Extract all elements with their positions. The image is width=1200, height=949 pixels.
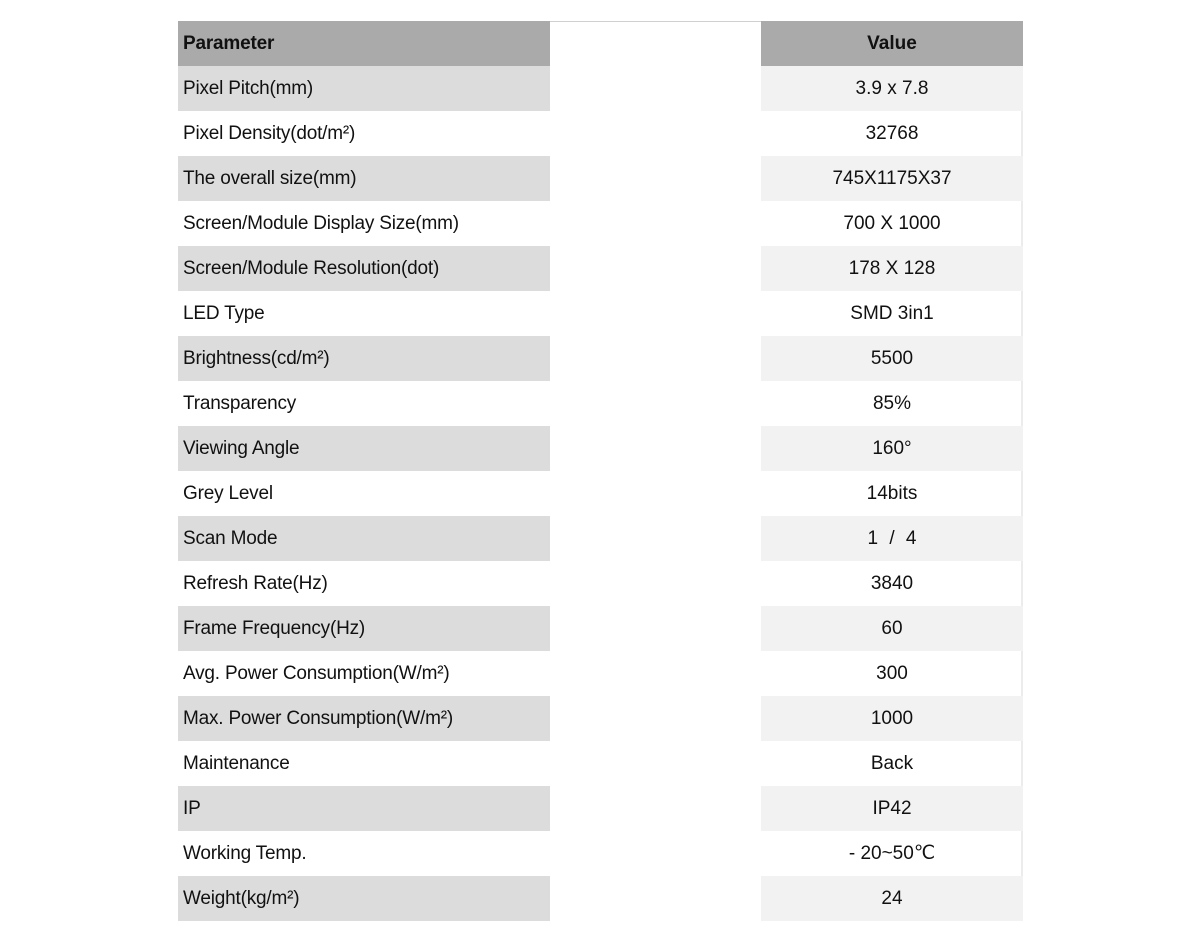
row-parameter: Avg. Power Consumption(W/m²) (178, 651, 550, 696)
table-row (178, 786, 1023, 831)
row-parameter: Pixel Density(dot/m²) (178, 111, 550, 156)
row-parameter: Screen/Module Display Size(mm) (178, 201, 550, 246)
row-parameter: Viewing Angle (178, 426, 550, 471)
row-parameter: IP (178, 786, 550, 831)
row-parameter: Working Temp. (178, 831, 550, 876)
table-row (178, 381, 1023, 426)
row-value: 1 / 4 (761, 516, 1023, 561)
row-parameter: Scan Mode (178, 516, 550, 561)
table-row (178, 156, 1023, 201)
header-value: Value (761, 21, 1023, 66)
row-value: 300 (761, 651, 1023, 696)
row-parameter: Weight(kg/m²) (178, 876, 550, 921)
spec-table (178, 21, 1023, 921)
table-row (178, 201, 1023, 246)
row-parameter: Pixel Pitch(mm) (178, 66, 550, 111)
table-row (178, 741, 1023, 786)
table-row (178, 831, 1023, 876)
row-value: 3840 (761, 561, 1023, 606)
row-value: 745X1175X37 (761, 156, 1023, 201)
table-row (178, 606, 1023, 651)
row-value: 1000 (761, 696, 1023, 741)
row-value: - 20~50℃ (761, 831, 1023, 876)
table-header-row (178, 21, 1023, 66)
table-row (178, 291, 1023, 336)
row-value: Back (761, 741, 1023, 786)
row-parameter: Max. Power Consumption(W/m²) (178, 696, 550, 741)
row-value: 178 X 128 (761, 246, 1023, 291)
row-value: 700 X 1000 (761, 201, 1023, 246)
table-row (178, 561, 1023, 606)
table-row (178, 336, 1023, 381)
row-value: 14bits (761, 471, 1023, 516)
table-row (178, 876, 1023, 921)
row-parameter: Frame Frequency(Hz) (178, 606, 550, 651)
table-row (178, 516, 1023, 561)
table-row (178, 651, 1023, 696)
row-parameter: The overall size(mm) (178, 156, 550, 201)
row-value: 24 (761, 876, 1023, 921)
row-parameter: LED Type (178, 291, 550, 336)
row-parameter: Refresh Rate(Hz) (178, 561, 550, 606)
row-parameter: Grey Level (178, 471, 550, 516)
table-row (178, 111, 1023, 156)
row-parameter: Transparency (178, 381, 550, 426)
table-row (178, 471, 1023, 516)
header-parameter: Parameter (178, 21, 550, 66)
row-value: IP42 (761, 786, 1023, 831)
row-value: SMD 3in1 (761, 291, 1023, 336)
table-row (178, 66, 1023, 111)
table-row (178, 426, 1023, 471)
row-value: 3.9 x 7.8 (761, 66, 1023, 111)
row-parameter: Screen/Module Resolution(dot) (178, 246, 550, 291)
row-parameter: Brightness(cd/m²) (178, 336, 550, 381)
table-row (178, 696, 1023, 741)
row-parameter: Maintenance (178, 741, 550, 786)
row-value: 5500 (761, 336, 1023, 381)
row-value: 85% (761, 381, 1023, 426)
table-row (178, 246, 1023, 291)
row-value: 32768 (761, 111, 1023, 156)
row-value: 60 (761, 606, 1023, 651)
row-value: 160° (761, 426, 1023, 471)
